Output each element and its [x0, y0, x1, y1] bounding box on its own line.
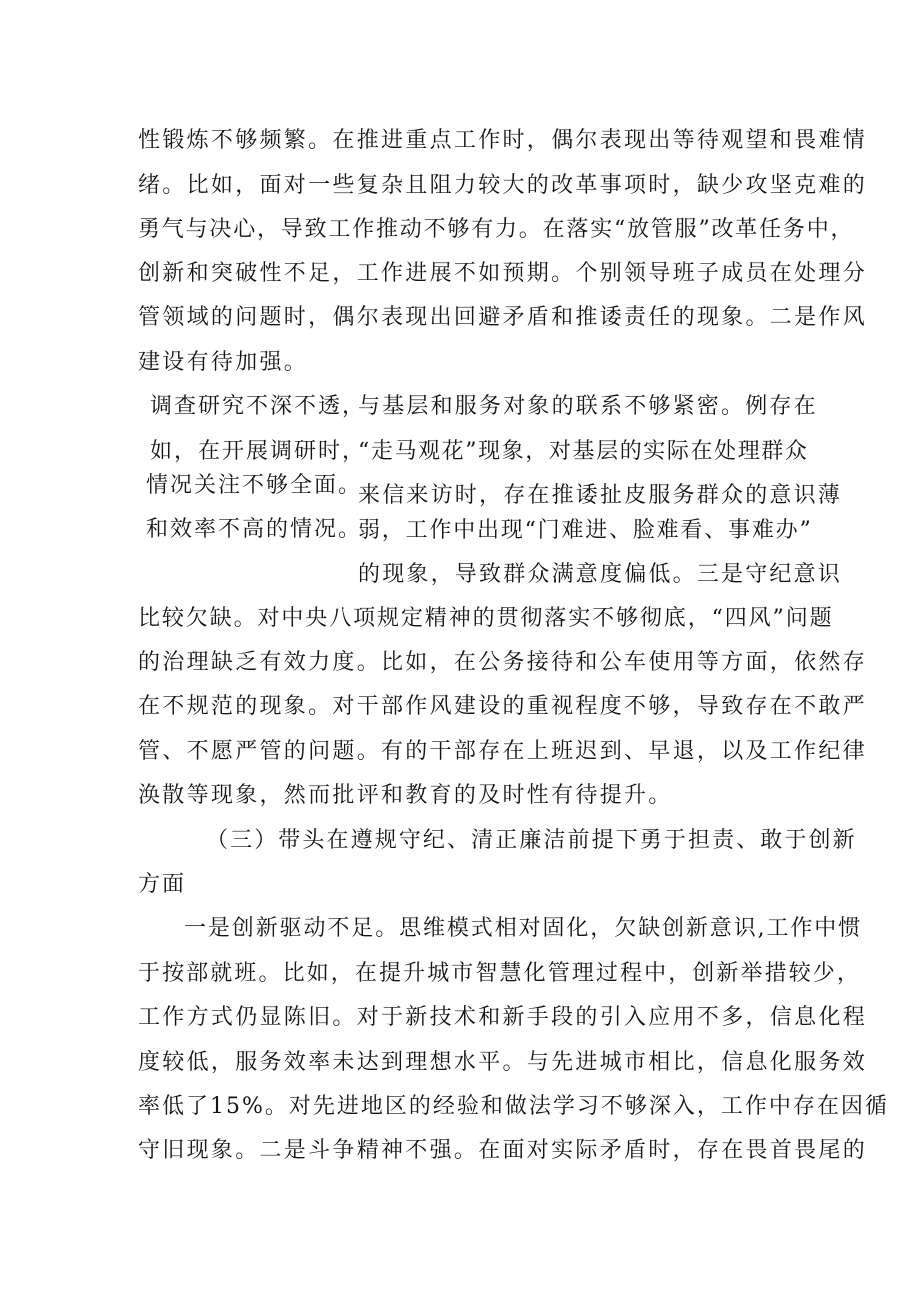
paragraph-line: 度较低，服务效率未达到理想水平。与先进城市相比，信息化服务效 [138, 1050, 868, 1075]
paragraph-line: 在不规范的现象。对干部作风建设的重视程度不够，导致存在不敢严 [138, 694, 868, 719]
right-line: 与基层和服务对象的联系不够紧密。例存在 [358, 394, 818, 419]
paragraph-line: 一是创新驱动不足。思维模式相对固化，欠缺创新意识,工作中惯 [184, 916, 863, 941]
paragraph-line: 的治理缺乏有效力度。比如，在公务接待和公车使用等方面，依然存 [138, 650, 868, 675]
side-line: 如，在开展调研时， [150, 439, 367, 464]
right-line: 来信来访时，存在推诿扯皮服务群众的意识薄 [358, 483, 843, 508]
right-line: 的现象，导致群众满意度偏低。三是守纪意识 [358, 562, 843, 587]
paragraph-line: 比较欠缺。对中央八项规定精神的贯彻落实不够彻底，“四风”问题 [138, 606, 834, 631]
paragraph-line: 管、不愿严管的问题。有的干部存在上班迟到、早退，以及工作纪律 [138, 739, 868, 764]
paragraph-line: 创新和突破性不足，工作进展不如预期。个别领导班子成员在处理分 [138, 261, 868, 286]
side-line: 调查研究不深不透， [150, 394, 367, 419]
paragraph-line: 于按部就班。比如，在提升城市智慧化管理过程中，创新举措较少， [138, 961, 862, 986]
right-line: 弱，工作中出现“门难进、脸难看、事难办” [358, 518, 813, 543]
right-line: “走马观花”现象，对基层的实际在处理群众 [358, 439, 809, 464]
paragraph-line: 勇气与决心，导致工作推动不够有力。在落实“放管服”改革任务中， [138, 217, 855, 242]
paragraph-line: 管领域的问题时，偶尔表现出回避矛盾和推诿责任的现象。二是作风 [138, 305, 868, 330]
paragraph-line: 率低了15%。对先进地区的经验和做法学习不够深入，工作中存在因循 [138, 1094, 889, 1119]
paragraph-line: 建设有待加强。 [138, 350, 309, 375]
heading-line: （三）带头在遵规守纪、清正廉洁前提下勇于担责、敢于创新 [206, 828, 857, 853]
heading-line: 方面 [138, 872, 187, 897]
paragraph-line: 工作方式仍显陈旧。对于新技术和新手段的引入应用不多，信息化程 [138, 1005, 868, 1030]
paragraph-line: 涣散等现象，然而批评和教育的及时性有待提升。 [138, 783, 673, 808]
paragraph-line: 守旧现象。二是斗争精神不强。在面对实际矛盾时，存在畏首畏尾的 [138, 1138, 868, 1163]
paragraph-line: 性锻炼不够频繁。在推进重点工作时，偶尔表现出等待观望和畏难情 [138, 128, 868, 153]
side-line: 和效率不高的情况。 [146, 517, 363, 542]
paragraph-line: 绪。比如，面对一些复杂且阻力较大的改革事项时，缺少攻坚克难的 [138, 173, 868, 198]
side-line: 情况关注不够全面。 [146, 473, 363, 498]
